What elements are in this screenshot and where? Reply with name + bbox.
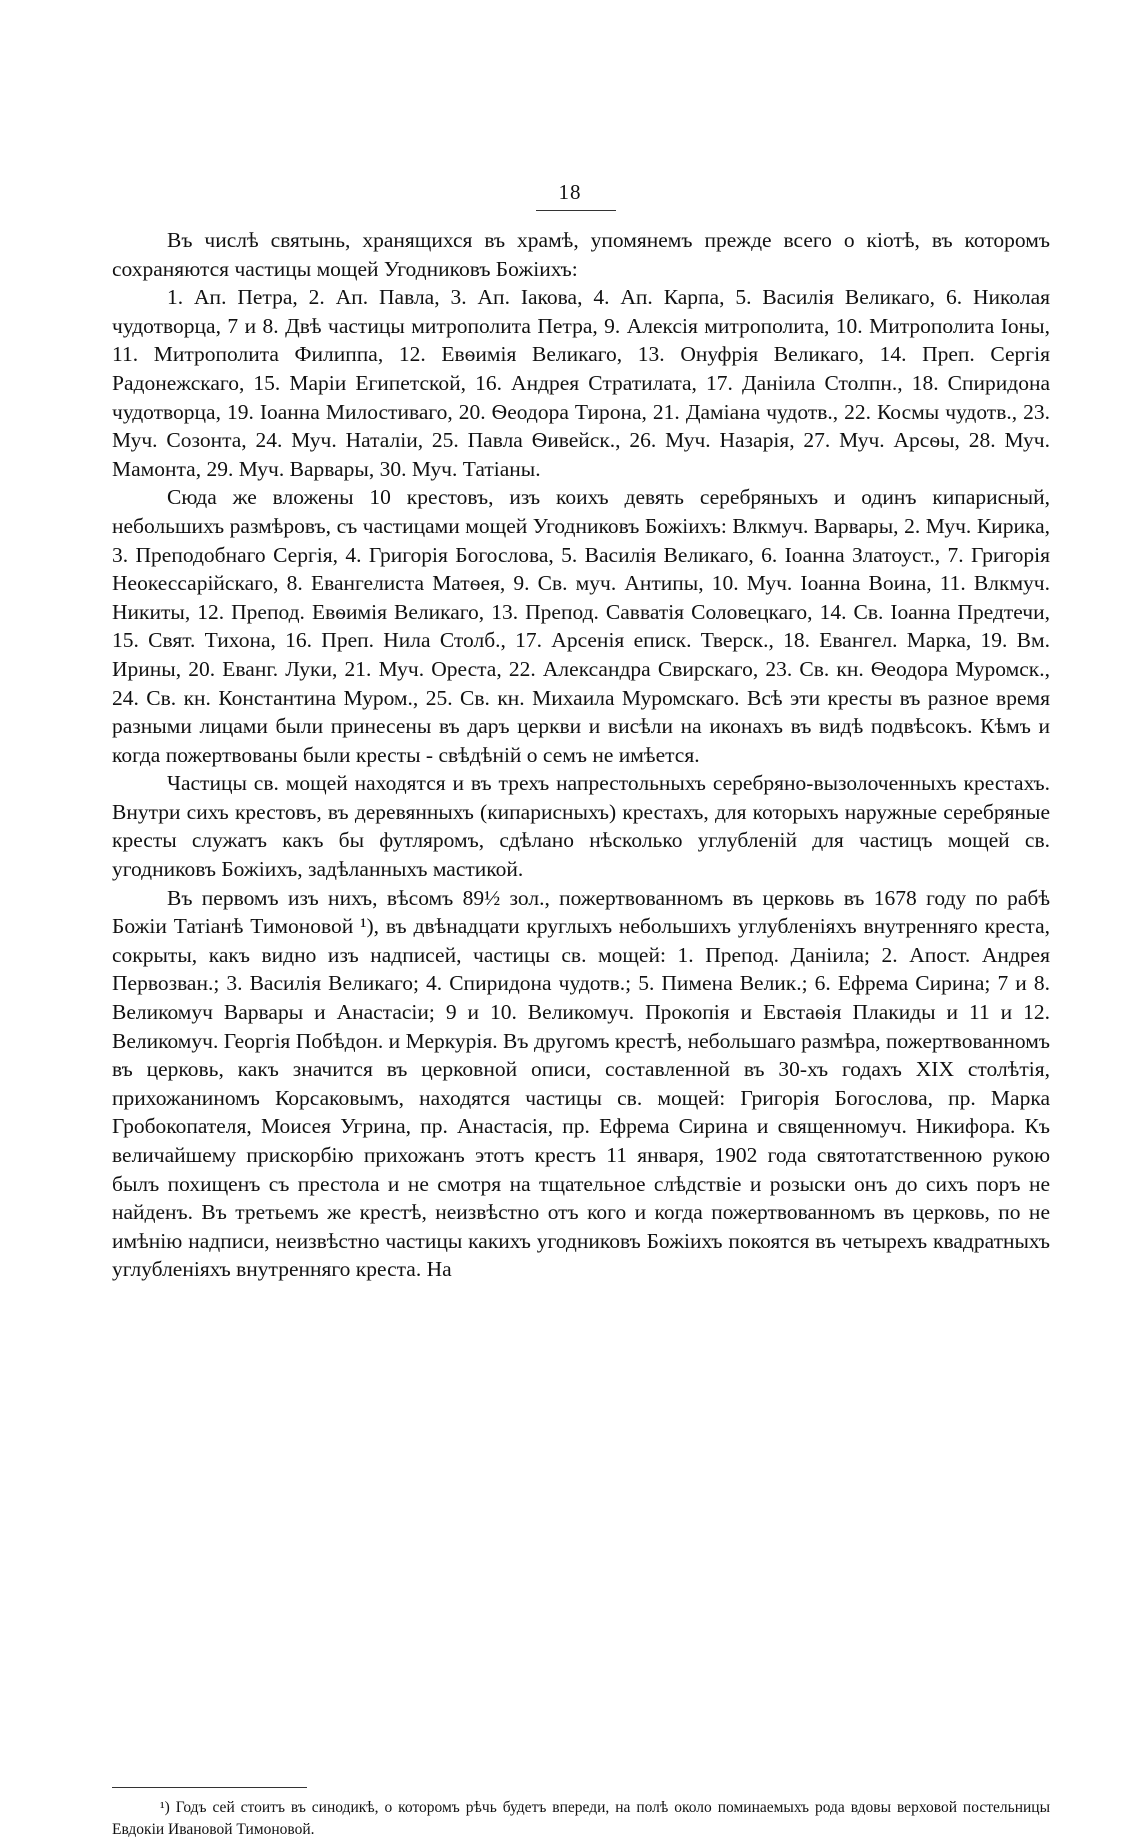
paragraph-crosses: Сюда же вложены 10 крестовъ, изъ коихъ девять серебряныхъ и одинъ кипарисный, небольшихъ размѣровъ, съ частицами мощей Угодниковъ Божіихъ: Влкмуч. Варвары, 2. Муч. Кирика, 3. Преподобнаго Сергія, 4. Григорія Богослова, 5. Василія Великаго, 6. Іоанна Златоуст., 7. Григорія Неокессарійскаго, 8. Евангелиста Матѳея, 9. Св. муч. Антипы, 10. Муч. Іоанна Воина, 11. Влкмуч. Никиты, 12. Препод. Евѳимія Великаго, 13. Препод. Савватія Соловецкаго, 14. Св. Іоанна Предтечи, 15. Свят. Тихона, 16. Преп. Нила Столб., 17. Арсенія еписк. Тверск., 18. Евангел. Марка, 19. Вм. Ирины, 20. Еванг. Луки, 21. Муч. Ореста, 22. Александра Свирскаго, 23. Св. кн. Ѳеодора Муромск., 24. Св. кн. Константина Муром., 25. Св. кн. Михаила Муромскаго. Всѣ эти кресты въ разное время разными лицами были принесены въ даръ церкви и висѣли на иконахъ въ видѣ подвѣсокъ. Кѣмъ и когда пожертвованы были кресты - свѣдѣній о семъ не имѣется. — [112, 485, 1050, 767]
footnote: ¹) Годъ сей стоитъ въ синодикѣ, о которомъ рѣчь будетъ впереди, на полѣ около поминаемыхъ рода вдовы верховой постельницы Евдокіи Ивановой Тимоновой. — [112, 1799, 1050, 1838]
page-number: 18 — [558, 180, 582, 204]
paragraph-altar-crosses: Частицы св. мощей находятся и въ трехъ напрестольныхъ серебряно-вызолоченныхъ крестахъ. Внутри сихъ крестовъ, въ деревянныхъ (кипарисныхъ) крестахъ, для которыхъ наружные серебряные кресты служатъ какъ бы футляромъ, сдѣлано нѣсколько углубленій для частицъ мощей св. угодниковъ Божіихъ, задѣланныхъ мастикой. — [112, 771, 1050, 882]
paragraph-first-cross: Въ первомъ изъ нихъ, вѣсомъ 89½ зол., пожертвованномъ въ церковь въ 1678 году по рабѣ Божіи Татіанѣ Тимоновой ¹), въ двѣнадцати круглыхъ небольшихъ углубленіяхъ внутренняго креста, сокрыты, какъ видно изъ надписей, частицы св. мощей: 1. Препод. Даніила; 2. Апост. Андрея Первозван.; 3. Василія Великаго; 4. Спиридона чудотв.; 5. Пимена Велик.; 6. Ефрема Сирина; 7 и 8. Великомуч Варвары и Анастасіи; 9 и 10. Великомуч. Прокопія и Евстаѳія Плакиды и 11 и 12. Великомуч. Георгія Побѣдон. и Меркурія. Въ другомъ крестѣ, небольшаго размѣра, пожертвованномъ въ церковь, какъ значится въ церковной описи, составленной въ 30-хъ годахъ XIX столѣтія, прихожаниномъ Корсаковымъ, находятся частицы св. мощей: Григорія Богослова, пр. Марка Гробокопателя, Моисея Угрина, пр. Анастасія, пр. Ефрема Сирина и священномуч. Никифора. Къ величайшему прискорбію прихожанъ этотъ крестъ 11 января, 1902 года святотатственною рукою былъ похищенъ съ престола и не смотря на тщательное слѣдствіе и розыски онъ до сихъ поръ не найденъ. Въ третьемъ же крестѣ, неизвѣстно отъ кого и когда пожертвованномъ въ церковь, по не имѣнію надписи, неизвѣстно частицы какихъ угодниковъ Божіихъ покоятся въ четырехъ квадратныхъ углубленіяхъ внутренняго креста. На — [112, 885, 1050, 1282]
footnote-area — [112, 1797, 1050, 1841]
main-text — [112, 226, 1050, 1284]
footnote-divider — [112, 1787, 307, 1788]
paragraph-relic-list: 1. Ап. Петра, 2. Ап. Павла, 3. Ап. Іакова, 4. Ап. Карпа, 5. Василія Великаго, 6. Николая чудотворца, 7 и 8. Двѣ частицы митрополита Петра, 9. Алексія митрополита, 10. Митрополита Іоны, 11. Митрополита Филиппа, 12. Евѳимія Великаго, 13. Онуфрія Великаго, 14. Преп. Сергія Радонежскаго, 15. Маріи Египетской, 16. Андрея Стратилата, 17. Даніила Столпн., 18. Спиридона чудотворца, 19. Іоанна Милостиваго, 20. Ѳеодора Тирона, 21. Даміана чудотв., 22. Космы чудотв., 23. Муч. Созонта, 24. Муч. Наталіи, 25. Павла Ѳивейск., 26. Муч. Назарія, 27. Муч. Арсѳы, 28. Муч. Мамонта, 29. Муч. Варвары, 30. Муч. Татіаны. — [112, 285, 1050, 481]
paragraph-intro: Въ числѣ святынь, хранящихся въ храмѣ, упомянемъ прежде всего о кіотѣ, въ которомъ сохраняются частицы мощей Угодниковъ Божіихъ: — [112, 228, 1050, 281]
page-number-rule — [536, 210, 616, 211]
